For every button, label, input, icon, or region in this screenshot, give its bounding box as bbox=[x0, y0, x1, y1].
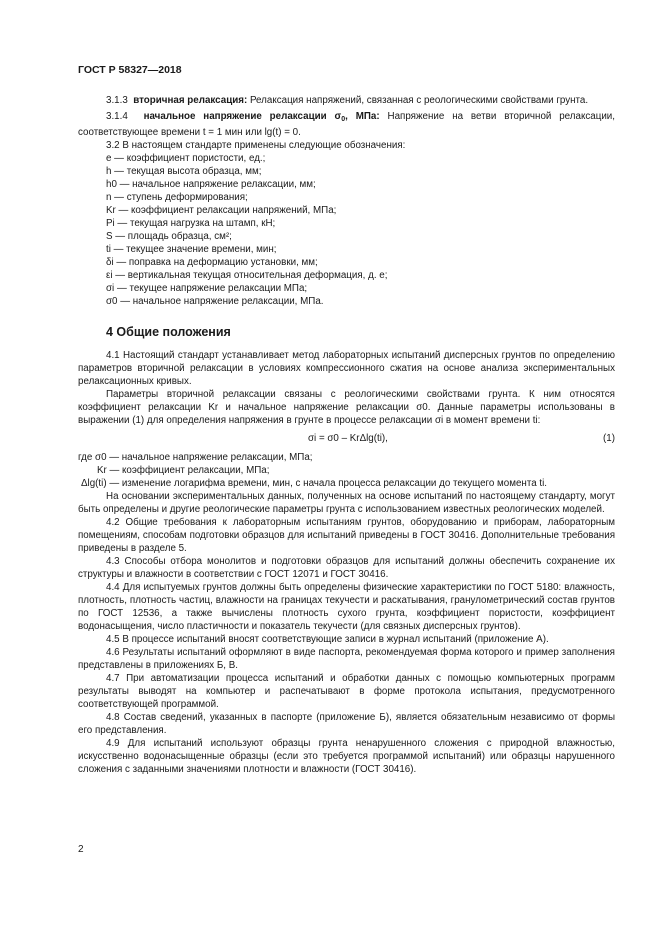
symbols-list bbox=[78, 152, 615, 308]
clause-number: 3.1.3 bbox=[106, 95, 128, 106]
clause-4-1: 4.1 Настоящий стандарт устанавливает метод лабораторных испытаний дисперсных грунтов по определению параметров вторичной релаксации в условиях компрессионного сжатия на основе анализа экспериментальных релаксационных кривых. bbox=[78, 350, 615, 387]
clause-4-8: 4.8 Состав сведений, указанных в паспорте (приложение Б), является обязательным независимо от формы его представления. bbox=[78, 712, 615, 736]
clause-4-5: 4.5 В процессе испытаний вносят соответствующие записи в журнал испытаний (приложение А). bbox=[106, 634, 549, 645]
formula-expression: σi = σ0 – KrΔlg(ti), bbox=[308, 433, 388, 444]
clause-number: 3.1.4 bbox=[106, 111, 128, 122]
symbol-item: S — площадь образца, см²; bbox=[106, 231, 232, 242]
clause-3-1-3 bbox=[78, 94, 615, 107]
where-item: где σ0 — начальное напряжение релаксации, МПа; bbox=[78, 452, 313, 463]
clause-4-7: 4.7 При автоматизации процесса испытаний и обработки данных с помощью компьютерных программ результаты выводят на компьютер и распечатывают в форме протокола испытания, предусмотренного соответствующей программой. bbox=[78, 673, 615, 710]
symbol-item: Pi — текущая нагрузка на штамп, кН; bbox=[106, 218, 276, 229]
symbol-item: εi — вертикальная текущая относительная деформация, д. е; bbox=[106, 270, 388, 281]
section-title: 4 Общие положения bbox=[106, 325, 231, 339]
symbol-item: e — коэффициент пористости, ед.; bbox=[106, 153, 266, 164]
formula-number: (1) bbox=[603, 433, 615, 444]
symbol-item: σi — текущее напряжение релаксации МПа; bbox=[106, 283, 308, 294]
formula bbox=[78, 431, 615, 448]
definition: Релаксация напряжений, связанная с реологическими свойствами грунта. bbox=[247, 95, 589, 106]
clause-3-1-4 bbox=[78, 110, 615, 139]
document-header: ГОСТ Р 58327—2018 bbox=[78, 64, 182, 76]
clause-4-9: 4.9 Для испытаний используют образцы грунта ненарушенного сложения с природной влажностью, искусственно водонасыщенные образцы (если это требуется программой испытаний) или образцы нарушенного сложения с заданными значениями плотности и влажности (ГОСТ 30416). bbox=[78, 738, 615, 775]
page-number: 2 bbox=[78, 844, 84, 855]
definition: Напряжение на ветви вторичной релаксации, соответствующее времени t = 1 мин или lg(t) = 0. bbox=[78, 111, 615, 138]
symbol-item: n — ступень деформирования; bbox=[106, 192, 248, 203]
clause-3-2: 3.2 В настоящем стандарте применены следующие обозначения: bbox=[106, 140, 406, 151]
where-item: Kr — коэффициент релаксации, МПа; bbox=[97, 465, 270, 476]
symbol-item: σ0 — начальное напряжение релаксации, МПа. bbox=[106, 296, 324, 307]
term: вторичная релаксация: bbox=[133, 95, 248, 106]
page-content bbox=[78, 94, 615, 776]
symbol-item: h0 — начальное напряжение релаксации, мм; bbox=[106, 179, 316, 190]
symbol-item: Kr — коэффициент релаксации напряжений, МПа; bbox=[106, 205, 337, 216]
clause-4-2: 4.2 Общие требования к лабораторным испытаниям грунтов, оборудованию и приборам, лабораторным помещениям, способам подготовки образцов для испытаний приведены в ГОСТ 30416. Дополнительные требования приведены в разделе 5. bbox=[78, 517, 615, 554]
symbol-item: h — текущая высота образца, мм; bbox=[106, 166, 262, 177]
clause-4-1-note: На основании экспериментальных данных, полученных на основе испытаний по настоящему стандарту, могут быть определены и другие реологические параметры грунта с использованием известных реологических моделей. bbox=[78, 491, 615, 515]
symbol-item: δi — поправка на деформацию установки, мм; bbox=[106, 257, 318, 268]
clause-4-1-params: Параметры вторичной релаксации связаны с реологическими свойствами грунта. К ним относятся коэффициент релаксации Kr и начальное напряжение релаксации σ0. Данные параметры использованы в выражении (1) для определения напряжения в грунте в процессе релаксации σi в момент времени ti: bbox=[78, 389, 615, 426]
term: начальное напряжение релаксации $\sigma_0$, МПа: bbox=[143, 111, 380, 123]
clause-4-4: 4.4 Для испытуемых грунтов должны быть определены физические характеристики по ГОСТ 5180: влажность, плотность, плотность частиц, влажности на границах текучести и раскатывания, гранулометрический состав грунтов по ГОСТ 12536, а также вычислены плотность сухого грунта, коэффициент пористости, коэффициент водонасыщения, число пластичности и показатель текучести (для связных дисперсных грунтов). bbox=[78, 582, 615, 632]
clause-4-6: 4.6 Результаты испытаний оформляют в виде паспорта, рекомендуемая форма которого и пример заполнения представлены в приложениях Б, В. bbox=[78, 647, 615, 671]
where-item: Δlg(ti) — изменение логарифма времени, мин, с начала процесса релаксации до текущего момента ti. bbox=[81, 478, 547, 489]
clause-4-3: 4.3 Способы отбора монолитов и подготовки образцов для испытаний должны обеспечить сохранение их структуры и влажности в соответствии с ГОСТ 12071 и ГОСТ 30416. bbox=[78, 556, 615, 580]
symbol-item: ti — текущее значение времени, мин; bbox=[106, 244, 277, 255]
